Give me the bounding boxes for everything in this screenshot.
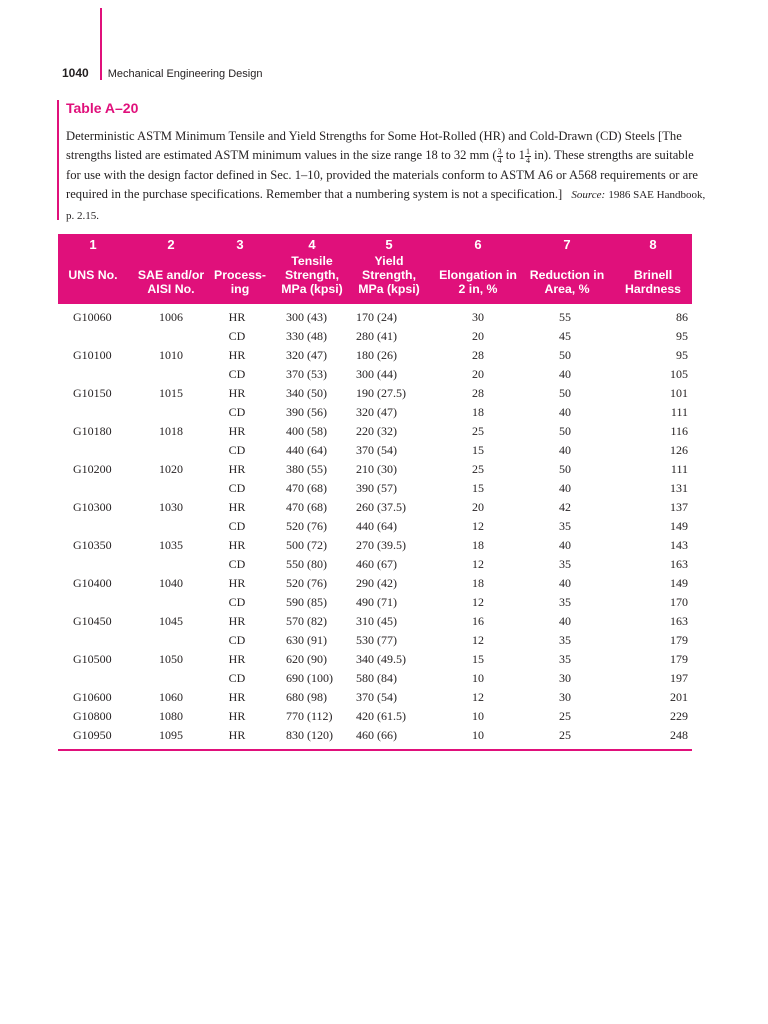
table-cell: 680 (98) (286, 690, 327, 704)
column-header-line: Area, % (544, 282, 590, 296)
table-row (58, 668, 692, 687)
table-cell: 15 (472, 481, 484, 495)
table-cell: 10 (472, 709, 484, 723)
table-caption (66, 127, 706, 226)
table-cell: 400 (58) (286, 424, 327, 438)
table-cell: 12 (472, 690, 484, 704)
table-cell: 50 (559, 462, 571, 476)
table-cell: 20 (472, 500, 484, 514)
column-header-line: Reduction in (529, 268, 605, 282)
table-cell: HR (228, 310, 246, 324)
table-row (58, 402, 692, 421)
table-cell: 1035 (159, 538, 183, 552)
table-row (58, 611, 692, 630)
column-number: 2 (167, 237, 175, 252)
column-number: 6 (474, 237, 482, 252)
table-cell: 163 (670, 614, 688, 628)
table-row (58, 421, 692, 440)
table-cell: CD (228, 481, 246, 495)
column-number: 4 (308, 237, 316, 252)
table-row (58, 440, 692, 459)
table-cell: 105 (670, 367, 688, 381)
column-header-line: 2 in, % (458, 282, 498, 296)
page-number: 1040 (62, 66, 89, 80)
table-cell: CD (228, 633, 246, 647)
table-cell: 520 (76) (286, 519, 327, 533)
table-cell: 390 (57) (356, 481, 397, 495)
table-cell: 111 (670, 462, 688, 476)
table-cell: G10350 (73, 538, 112, 552)
table-cell: 20 (472, 329, 484, 343)
table-cell: 40 (559, 481, 571, 495)
table-row (58, 554, 692, 573)
table-cell: 620 (90) (286, 652, 327, 666)
table-row (58, 687, 692, 706)
table-cell: G10450 (73, 614, 112, 628)
table-row (58, 459, 692, 478)
table-cell: 330 (48) (286, 329, 327, 343)
column-header-line: Strength, (362, 268, 416, 282)
running-head (62, 66, 262, 80)
table-cell: 280 (41) (356, 329, 397, 343)
table-cell: 470 (68) (286, 500, 327, 514)
table-cell: 550 (80) (286, 557, 327, 571)
table-cell: HR (228, 709, 246, 723)
table-cell: 40 (559, 614, 571, 628)
column-header-6 (430, 238, 526, 296)
table-cell: 30 (472, 310, 484, 324)
table-cell: HR (228, 348, 246, 362)
column-header-line: Yield (374, 254, 404, 268)
table-cell: 290 (42) (356, 576, 397, 590)
table-cell: 390 (56) (286, 405, 327, 419)
table-row (58, 497, 692, 516)
table-cell: 1015 (159, 386, 183, 400)
table-row (58, 307, 692, 326)
table-cell: 25 (559, 728, 571, 742)
table-cell: 1030 (159, 500, 183, 514)
column-header-line: Brinell (633, 268, 673, 282)
table-cell: 1018 (159, 424, 183, 438)
table-cell: 201 (670, 690, 688, 704)
table-cell: G10150 (73, 386, 112, 400)
table-cell: CD (228, 405, 246, 419)
table-cell: 1050 (159, 652, 183, 666)
table-cell: G10600 (73, 690, 112, 704)
table-cell: HR (228, 500, 246, 514)
table-cell: 95 (676, 348, 688, 362)
table-cell: 50 (559, 348, 571, 362)
table-cell: 1060 (159, 690, 183, 704)
table-cell: 179 (670, 652, 688, 666)
steel-strength-table (58, 234, 692, 751)
table-cell: 143 (670, 538, 688, 552)
table-cell: HR (228, 386, 246, 400)
table-cell: 15 (472, 443, 484, 457)
table-cell: 30 (559, 671, 571, 685)
column-header-line: Process- (214, 268, 266, 282)
table-bottom-rule (58, 749, 692, 751)
table-cell: 340 (49.5) (356, 652, 406, 666)
column-number: 3 (236, 237, 244, 252)
table-cell: 490 (71) (356, 595, 397, 609)
table-row (58, 630, 692, 649)
table-row (58, 649, 692, 668)
table-cell: 25 (472, 424, 484, 438)
table-cell: 50 (559, 424, 571, 438)
table-cell: HR (228, 728, 246, 742)
table-cell: 40 (559, 405, 571, 419)
table-cell: 28 (472, 348, 484, 362)
table-cell: G10500 (73, 652, 112, 666)
table-row (58, 725, 692, 744)
table-cell: 101 (670, 386, 688, 400)
table-cell: 16 (472, 614, 484, 628)
table-cell: 30 (559, 690, 571, 704)
table-cell: CD (228, 443, 246, 457)
table-cell: 35 (559, 557, 571, 571)
table-cell: 460 (66) (356, 728, 397, 742)
table-header (58, 234, 692, 304)
table-cell: 1010 (159, 348, 183, 362)
table-cell: HR (228, 576, 246, 590)
table-cell: 95 (676, 329, 688, 343)
table-cell: 42 (559, 500, 571, 514)
table-row (58, 535, 692, 554)
table-cell: 320 (47) (286, 348, 327, 362)
table-cell: 1020 (159, 462, 183, 476)
book-title: Mechanical Engineering Design (107, 68, 263, 80)
table-cell: CD (228, 329, 246, 343)
table-cell: CD (228, 595, 246, 609)
table-cell: G10800 (73, 709, 112, 723)
table-cell: HR (228, 424, 246, 438)
table-cell: 420 (61.5) (356, 709, 406, 723)
table-cell: 380 (55) (286, 462, 327, 476)
fraction-one-quarter: $\frac{1}{4}$ (525, 147, 530, 166)
table-cell: 12 (472, 633, 484, 647)
table-cell: 170 (24) (356, 310, 397, 324)
table-cell: 1006 (159, 310, 183, 324)
table-cell: 25 (472, 462, 484, 476)
column-header-7 (524, 238, 610, 296)
column-header-3 (210, 238, 270, 296)
table-row (58, 516, 692, 535)
table-cell: 340 (50) (286, 386, 327, 400)
table-cell: 35 (559, 652, 571, 666)
table-cell: G10200 (73, 462, 112, 476)
table-cell: HR (228, 614, 246, 628)
table-cell: 440 (64) (356, 519, 397, 533)
table-cell: 370 (54) (356, 690, 397, 704)
table-cell: 260 (37.5) (356, 500, 406, 514)
table-cell: 460 (67) (356, 557, 397, 571)
table-cell: 40 (559, 538, 571, 552)
table-cell: 690 (100) (286, 671, 333, 685)
table-cell: 1095 (159, 728, 183, 742)
table-cell: 35 (559, 595, 571, 609)
column-number: 8 (649, 237, 657, 252)
table-row (58, 345, 692, 364)
table-cell: 131 (670, 481, 688, 495)
table-cell: 300 (44) (356, 367, 397, 381)
column-header-line: Elongation in (439, 268, 517, 282)
table-cell: 370 (53) (286, 367, 327, 381)
table-row (58, 326, 692, 345)
table-cell: 10 (472, 728, 484, 742)
table-cell: 20 (472, 367, 484, 381)
column-header-8 (614, 238, 692, 296)
source-reference: 1986 SAE Handbook, p. 2.15. (66, 189, 706, 222)
table-cell: 35 (559, 633, 571, 647)
table-row (58, 383, 692, 402)
table-cell: G10060 (73, 310, 112, 324)
table-cell: G10400 (73, 576, 112, 590)
table-cell: 12 (472, 595, 484, 609)
table-cell: HR (228, 690, 246, 704)
table-cell: 580 (84) (356, 671, 397, 685)
table-cell: HR (228, 538, 246, 552)
table-cell: 440 (64) (286, 443, 327, 457)
table-cell: 163 (670, 557, 688, 571)
table-cell: 12 (472, 557, 484, 571)
table-cell: G10950 (73, 728, 112, 742)
table-cell: 40 (559, 576, 571, 590)
table-cell: 270 (39.5) (356, 538, 406, 552)
table-row (58, 592, 692, 611)
table-cell: 40 (559, 367, 571, 381)
table-cell: 86 (676, 310, 688, 324)
column-header-5 (350, 238, 428, 296)
caption-rule (57, 100, 59, 220)
table-cell: 630 (91) (286, 633, 327, 647)
table-cell: 229 (670, 709, 688, 723)
column-header-line: UNS No. (68, 268, 118, 282)
table-cell: CD (228, 671, 246, 685)
table-cell: 520 (76) (286, 576, 327, 590)
table-cell: G10100 (73, 348, 112, 362)
table-cell: 248 (670, 728, 688, 742)
table-cell: 25 (559, 709, 571, 723)
column-number: 1 (89, 237, 97, 252)
table-cell: CD (228, 519, 246, 533)
table-cell: 1040 (159, 576, 183, 590)
column-header-line: MPa (kpsi) (281, 282, 343, 296)
table-cell: HR (228, 462, 246, 476)
column-number: 5 (385, 237, 393, 252)
table-cell: 15 (472, 652, 484, 666)
caption-text-1: Deterministic ASTM Minimum Tensile and Yield Strengths for Some Hot-Rolled (HR) and Cold-Drawn (CD) Steels [The strengths listed are estimated ASTM minimum values in the size range 18 to 32 mm ( (66, 129, 682, 163)
table-cell: 300 (43) (286, 310, 327, 324)
column-header-line: Tensile (291, 254, 333, 268)
table-row (58, 364, 692, 383)
table-cell: 18 (472, 538, 484, 552)
table-cell: 111 (670, 405, 688, 419)
column-header-line: MPa (kpsi) (358, 282, 420, 296)
table-cell: 137 (670, 500, 688, 514)
table-cell: 190 (27.5) (356, 386, 406, 400)
table-cell: 470 (68) (286, 481, 327, 495)
fraction-three-quarters: $\frac{3}{4}$ (497, 147, 502, 166)
table-cell: 197 (670, 671, 688, 685)
column-header-line: Strength, (285, 268, 339, 282)
column-number: 7 (563, 237, 571, 252)
table-cell: 830 (120) (286, 728, 333, 742)
table-cell: 50 (559, 386, 571, 400)
table-cell: 570 (82) (286, 614, 327, 628)
table-cell: 116 (670, 424, 688, 438)
table-cell: 1080 (159, 709, 183, 723)
table-cell: 500 (72) (286, 538, 327, 552)
table-cell: 10 (472, 671, 484, 685)
table-cell: 18 (472, 576, 484, 590)
table-cell: 770 (112) (286, 709, 333, 723)
table-cell: 530 (77) (356, 633, 397, 647)
caption-text-3: in). These strengths are suitable for use with the design factor defined in Sec. 1–10, provided the materials conform to ASTM A6 or A568 requirements or are required in the purchase specifications. Remember that a numbering system is not a specification.] (66, 148, 698, 202)
table-cell: 370 (54) (356, 443, 397, 457)
table-cell: 55 (559, 310, 571, 324)
column-header-line: ing (230, 282, 250, 296)
table-cell: 180 (26) (356, 348, 397, 362)
table-row (58, 573, 692, 592)
source-label: Source: (571, 189, 606, 202)
table-cell: HR (228, 652, 246, 666)
table-cell: CD (228, 367, 246, 381)
table-cell: 35 (559, 519, 571, 533)
column-header-1 (58, 238, 128, 282)
table-cell: 210 (30) (356, 462, 397, 476)
table-cell: 1045 (159, 614, 183, 628)
table-cell: 320 (47) (356, 405, 397, 419)
column-header-line: Hardness (624, 282, 682, 296)
column-header-line: AISI No. (147, 282, 195, 296)
table-cell: 170 (670, 595, 688, 609)
table-body (58, 307, 692, 744)
caption-text-2: to 1 (502, 148, 525, 163)
table-cell: 149 (670, 519, 688, 533)
table-cell: 45 (559, 329, 571, 343)
table-cell: G10300 (73, 500, 112, 514)
table-cell: 12 (472, 519, 484, 533)
table-cell: 40 (559, 443, 571, 457)
table-row (58, 706, 692, 725)
table-cell: 126 (670, 443, 688, 457)
column-header-2 (130, 238, 212, 296)
table-cell: 179 (670, 633, 688, 647)
table-cell: 220 (32) (356, 424, 397, 438)
table-label: Table A–20 (66, 100, 139, 116)
table-cell: 18 (472, 405, 484, 419)
table-cell: 28 (472, 386, 484, 400)
table-cell: G10180 (73, 424, 112, 438)
table-cell: CD (228, 557, 246, 571)
table-row (58, 478, 692, 497)
table-cell: 149 (670, 576, 688, 590)
column-header-4 (272, 238, 352, 296)
column-header-line: SAE and/or (137, 268, 205, 282)
table-cell: 590 (85) (286, 595, 327, 609)
table-cell: 310 (45) (356, 614, 397, 628)
